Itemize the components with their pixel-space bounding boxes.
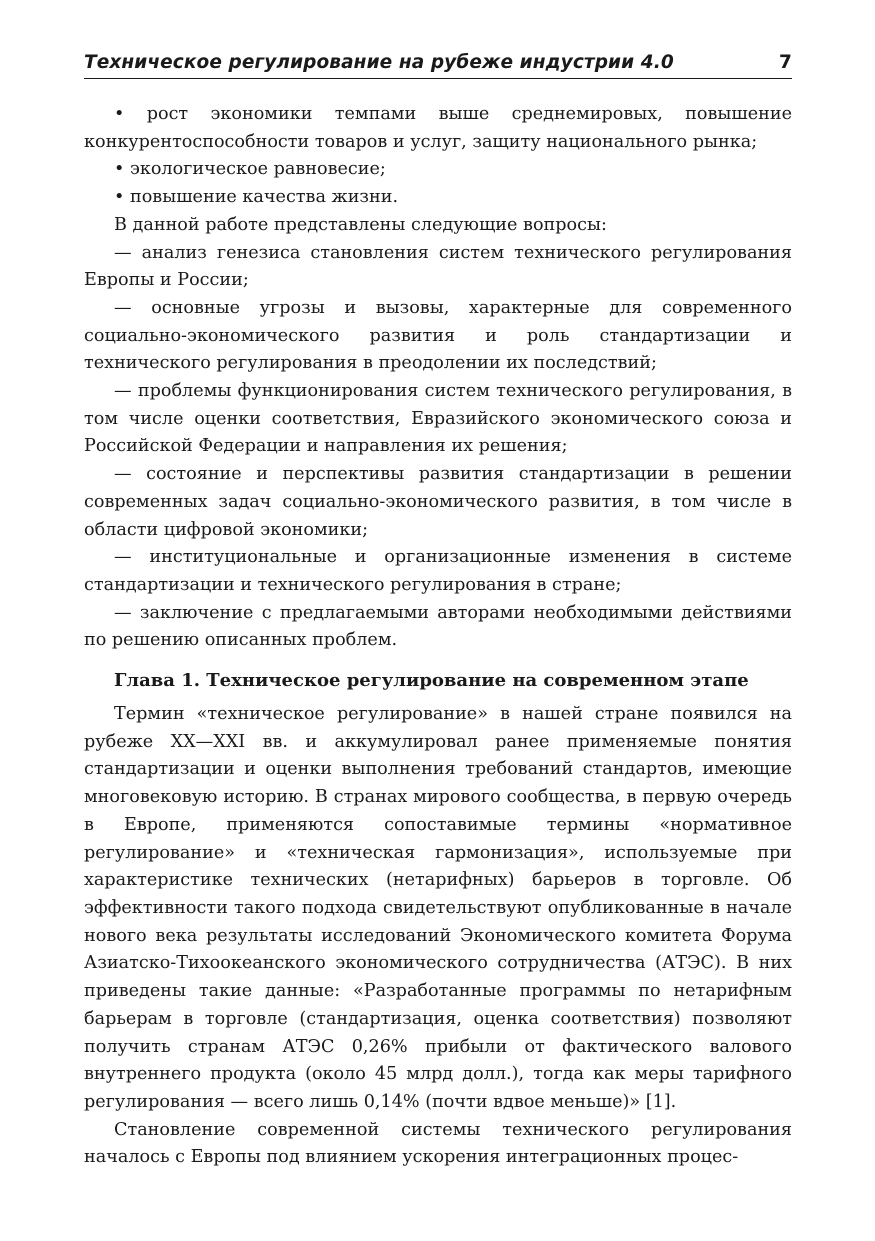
question-item-standardization: — состояние и перспективы развития стандартизации в решении современных задач социально-экономического развития, в том числе в области цифровой экономики; — [84, 464, 792, 540]
bullet-item-ecology: • экологическое равновесие; — [114, 159, 386, 180]
chapter-body — [84, 701, 792, 1172]
question-item-threats: — основные угрозы и вызовы, характерные для современного социально-экономического развития и роль стандартизации и технического регулирования в преодолении их последствий; — [84, 297, 792, 374]
running-header-title: Техническое регулирование на рубеже индустрии 4.0 — [84, 52, 674, 73]
page-body — [84, 101, 792, 1172]
bullet-item-economy: • рост экономики темпами выше среднемировых, повышение конкурентоспособности товаров и услуг, защиту национального рынка; — [84, 104, 792, 152]
document-page — [84, 52, 792, 1172]
chapter-heading: Глава 1. Техническое регулирование на современном этапе — [114, 670, 749, 692]
questions-intro: В данной работе представлены следующие вопросы: — [114, 214, 607, 235]
question-item-conclusion: — заключение с предлагаемыми авторами необходимыми действиями по решению описанных проблем. — [84, 602, 792, 651]
chapter-paragraph-formation: Становление современной системы технического регулирования началось с Европы под влиянием ускорения интеграционных процес- — [84, 1119, 792, 1168]
page-number: 7 — [779, 52, 792, 73]
running-header — [84, 52, 792, 79]
chapter-paragraph-term: Термин «техническое регулирование» в нашей стране появился на рубеже XX—XXI вв. и аккумулировал ранее применяемые понятия стандартизации и оценки выполнения требований стандартов, имеющие многовековую историю. В странах мирового сообщества, в первую очередь в Европе, применяются сопоставимые термины «нормативное регулирование» и «техническая гармонизация», используемые при характеристике технических (нетарифных) барьеров в торговле. Об эффективности такого подхода свидетельствуют опубликованные в начале нового века результаты исследований Экономического комитета Форума Азиатско-Тихоокеанского экономического сотрудничества (АТЭС). В них приведены такие данные: «Разработанные программы по нетарифным барьерам в торговле (стандартизация, оценка соответствия) позволяют получить странам АТЭС 0,26% прибыли от фактического валового внутреннего продукта (около 45 млрд долл.), тогда как меры тарифного регулирования — всего лишь 0,14% (почти вдвое меньше)» [1]. — [84, 704, 792, 1112]
bullet-item-quality-of-life: • повышение качества жизни. — [114, 187, 399, 208]
question-item-institutional: — институциональные и организационные изменения в системе стандартизации и технического регулирования в стране; — [84, 547, 792, 595]
question-item-problems: — проблемы функционирования систем технического регулирования, в том числе оценки соответствия, Евразийского экономического союза и Российской Федерации и направления их решения; — [84, 381, 792, 457]
question-item-genesis: — анализ генезиса становления систем технического регулирования Европы и России; — [84, 242, 792, 291]
